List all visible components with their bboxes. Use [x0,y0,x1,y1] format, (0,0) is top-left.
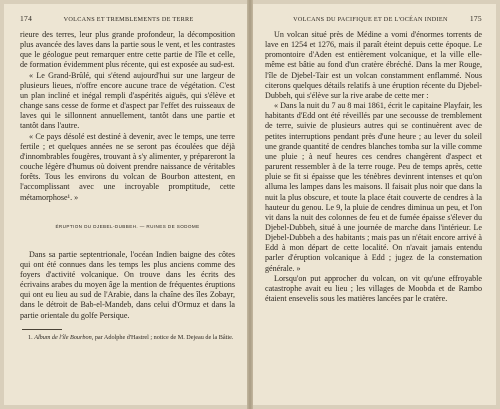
left-page-number: 174 [20,14,33,23]
right-page-body [265,30,482,304]
footnote-marker: 1. [28,333,35,341]
paragraph: Un volcan situé près de Médine a vomi d'énormes torrents de lave en 1254 et 1276, mais il paraît éteint depuis cette époque. Le promontoire d'Aden est entièrement volcanique, et la ville elle-même est bâtie au fond d'un cratère ébréché. Dans la mer Rouge, l'île de Djebel-Tair est un volcan constamment enflammé. Nous citerons quelques détails relatifs à une éruption récente du Djebel-Dubbeh, qui s'élève sur la rive arabe de cette mer : [265,30,482,100]
right-running-title: VOLCANS DU PACIFIQUE ET DE L'OCÉAN INDIEN [293,16,448,23]
footnote [20,334,235,342]
left-page [4,4,247,405]
paragraph: Dans sa partie septentrionale, l'océan Indien baigne des côtes qui ont été connues dans les temps les plus anciens comme des foyers d'activité volcanique. On trouve dans les écrits des écrivains arabes du moyen âge la mention de fréquentes éruptions qui ont eu lieu au sud de l'Arabie, dans la chaîne des îles Zobayr, dans le détroit de Bab-el-Mandeb, dans celui d'Ormuz et dans la partie orientale du golfe Persique. [20,249,235,320]
paragraph: « Le Grand-Brûlé, qui s'étend aujourd'hui sur une largeur de plusieurs lieues, n'offre encore aucune trace de végétation. C'est un plan incliné et inégal rempli d'aspérités aiguës, qui s'élève et change sans cesse de forme et d'aspect par l'effet des ruisseaux de laves qui le sillonnent annuellement, tantôt dans une partie et tantôt dans l'autre. [20,70,235,131]
paragraph: Lorsqu'on put approcher du volcan, on vit qu'une effroyable catastrophe avait eu lieu ; les villages de Moobda et de Rambo étaient ensevelis sous les matières lancées par le cratère. [265,273,482,304]
figure-space [20,203,235,215]
footnote-title: Album de l'île Bourbon [34,333,92,341]
paragraph: « Dans la nuit du 7 au 8 mai 1861, écrit le capitaine Playfair, les habitants d'Edd ont été réveillés par une secousse de tremblement de terre, suivie de plusieurs autres qui se continuèrent avec de petites interruptions pendant près d'une heure ; au lever du soleil une grande quantité de cendres blanches tomba sur la ville comme une pluie ; à neuf heures ces cendres changèrent d'aspect et parurent ressembler à de la terre rouge. Peu de temps après, cette pluie se fit si épaisse que les ténèbres devinrent intenses et qu'on alluma les lampes dans les maisons. Il faisait plus noir que dans la nuit la plus obscure, et toute la place était couverte de cendres à la hauteur du genou. Le 9, la pluie de cendres diminua un peu, et l'on vit dans la nuit des colonnes de feu et de fumée épaisse s'élever du Djebel-Dubbeh, situé à une journée de marche dans l'intérieur. Le Djebel-Dubbeh a des habitants ; mais pas un n'était encore arrivé à Edd à mon départ de cette localité. On n'avait jamais entendu parler d'éruption volcanique à Edd ; jugez de la consternation générale. » [265,101,482,273]
right-running-head [265,14,482,23]
left-running-head [20,14,235,23]
figure-caption: ÉRUPTION DU DJEBEL-DUBBEH. — RUINES DE SODOME [55,223,200,229]
footnote-rule [22,329,62,330]
figure-space [20,238,235,250]
paragraph: « Ce pays désolé est destiné à devenir, avec le temps, une terre fertile ; et quelques années ne se seront pas écoulées que déjà d'innombrables fougères, trouvant à s'y alimenter, y prépareront la couche légère d'humus où doivent prendre naissance de véritables forêts. Tous les environs du volcan de Bourbon attestent, en l'accomplissant avec une incroyable promptitude, cette métamorphose¹. » [20,131,235,202]
left-page-body [20,30,235,321]
left-running-title: VOLCANS ET TREMBLEMENTS DE TERRE [63,16,194,23]
footnote-text: , par Adolphe d'Hastrel ; notice de M. Dejeau de la Bâtie. [91,333,234,341]
right-page-number: 175 [469,14,482,23]
right-page [253,4,496,405]
paragraph: rieure des terres, leur plus grande profondeur, la décomposition plus avancée des laves dans la partie sous le vent, et les contrastes que le géologue peut remarquer entre cette partie de l'île et celle, de formation évidemment plus récente, qui est exposée au sud-est. [20,30,235,70]
